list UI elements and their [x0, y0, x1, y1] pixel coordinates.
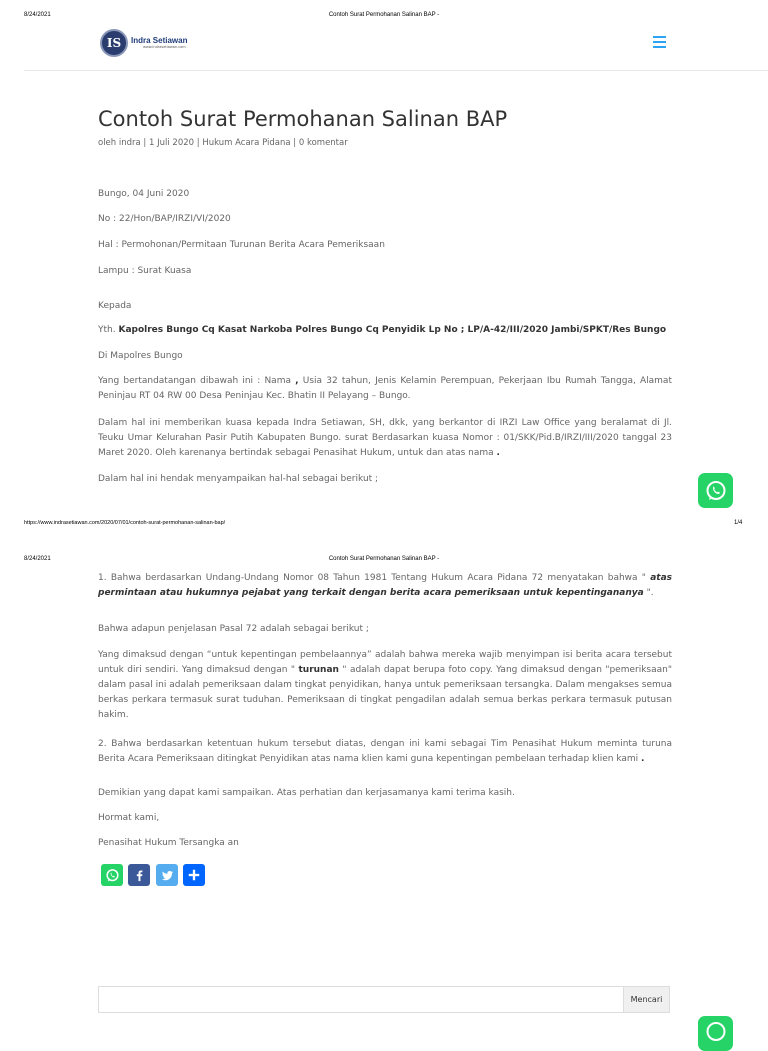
whatsapp-float-button[interactable]: [698, 473, 733, 508]
logo-emblem-icon: IS: [100, 29, 128, 57]
letter-point-1: 1. Bahwa berdasarkan Undang-Undang Nomor 08 Tahun 1981 Tentang Hukum Acara Pidana 72 menyatakan bahwa " atas permintaan atau hukumnya pejabat yang terkait dengan berita acara pemeriksaan untuk kepentingananya ".: [98, 573, 672, 598]
letter-attachment: Lampu : Surat Kuasa: [98, 266, 192, 276]
search-button[interactable]: Mencari: [623, 986, 670, 1013]
share-facebook-button[interactable]: [128, 864, 150, 886]
letter-signature: Penasihat Hukum Tersangka an: [98, 838, 239, 848]
header-divider: [24, 70, 768, 71]
share-whatsapp-button[interactable]: [101, 864, 123, 886]
whatsapp-icon: [105, 868, 120, 883]
search-input[interactable]: [98, 986, 623, 1013]
letter-point-2: 2. Bahwa berdasarkan ketentuan hukum tersebut diatas, dengan ini kami sebagai Tim Penasihat Hukum meminta turuna Berita Acara Pemeriksaan ditingkat Penyidikan atas nama klien kami guna kepentingan pembelaan terhadap klien kami .: [98, 739, 672, 764]
print-page-title: Contoh Surat Permohanan Salinan BAP -: [328, 12, 440, 18]
hamburger-menu-icon[interactable]: [653, 36, 666, 48]
print-date: 8/24/2021: [24, 12, 51, 18]
print-date-page2: 8/24/2021: [24, 556, 51, 562]
letter-subject: Hal : Permohonan/Permitaan Turunan Berita Acara Pemeriksaan: [98, 240, 385, 250]
print-footer-url: https://www.indrasetiawan.com/2020/07/01/contoh-surat-permohanan-salinan-bap/: [24, 520, 226, 526]
letter-kepada: Kepada: [98, 301, 132, 311]
plus-icon: [187, 868, 201, 882]
whatsapp-float-button-page2[interactable]: [698, 1016, 733, 1051]
whatsapp-icon: [704, 479, 728, 503]
site-name: Indra Setiawan: [131, 36, 188, 45]
letter-power-paragraph: Dalam hal ini memberikan kuasa kepada Indra Setiawan, SH, dkk, yang berkantor di IRZI Law Office yang beralamat di Jl. Teuku Umar Kelurahan Pasir Putih Kabupaten Bungo. surat Berdasarkan kuasa Nomor : 01/SKK/Pid.B/IRZI/III/2020 tanggal 23 Maret 2020. Oleh karenanya bertindak sebagai Penasihat Hukum, untuk dan atas nama .: [98, 418, 672, 458]
post-meta: oleh indra | 1 Juli 2020 | Hukum Acara Pidana | 0 komentar: [98, 138, 348, 148]
letter-location: Di Mapolres Bungo: [98, 351, 183, 361]
print-page-number: 1/4: [734, 520, 743, 526]
search-form: [98, 986, 670, 1013]
twitter-icon: [160, 868, 175, 883]
facebook-icon: [132, 868, 147, 883]
letter-detail-paragraph: Yang dimaksud dengan “untuk kepentingan pembelaannya” adalah bahwa mereka wajib menyimpan isi berita acara tersebut untuk diri sendiri. Yang dimaksud dengan " turunan " adalah dapat berupa foto copy. Yang dimaksud dengan "pemeriksaan" dalam pasal ini adalah pemeriksaan dalam tingkat penyidikan, hanya untuk pemeriksaan tersangka. Dalam mengakses semua berkas perkara termasuk surat tuduhan. Pemeriksaan di tingkat pengadilan adalah semua berkas perkara termasuk putusan hakim.: [98, 650, 672, 720]
letter-intro: Dalam hal ini hendak menyampaikan hal-hal sebagai berikut ;: [98, 474, 379, 484]
print-page-title-page2: Contoh Surat Permohanan Salinan BAP -: [328, 556, 440, 562]
share-twitter-button[interactable]: [156, 864, 178, 886]
post-title: Contoh Surat Permohanan Salinan BAP: [98, 107, 508, 131]
site-tagline: www.indrasetiawan.com: [143, 45, 186, 49]
letter-recipient: Yth. Kapolres Bungo Cq Kasat Narkoba Polres Bungo Cq Penyidik Lp No ; LP/A-42/III/2020 Jambi/SPKT/Res Bungo: [98, 325, 667, 335]
letter-date: Bungo, 04 Juni 2020: [98, 189, 190, 199]
letter-number: No : 22/Hon/BAP/IRZI/VI/2020: [98, 214, 231, 224]
letter-closing: Demikian yang dapat kami sampaikan. Atas perhatian dan kerjasamanya kami terima kasih.: [98, 788, 515, 798]
letter-regards: Hormat kami,: [98, 813, 160, 823]
letter-signed-paragraph: Yang bertandatangan dibawah ini : Nama , Usia 32 tahun, Jenis Kelamin Perempuan, Pekerjaan Ibu Rumah Tangga, Alamat Peninjau RT 04 RW 00 Desa Peninjau Kec. Bhatin II Pelayang – Bungo.: [98, 376, 672, 401]
site-logo[interactable]: [100, 29, 187, 57]
share-more-button[interactable]: [183, 864, 205, 886]
letter-explain: Bahwa adapun penjelasan Pasal 72 adalah sebagai berikut ;: [98, 624, 369, 634]
